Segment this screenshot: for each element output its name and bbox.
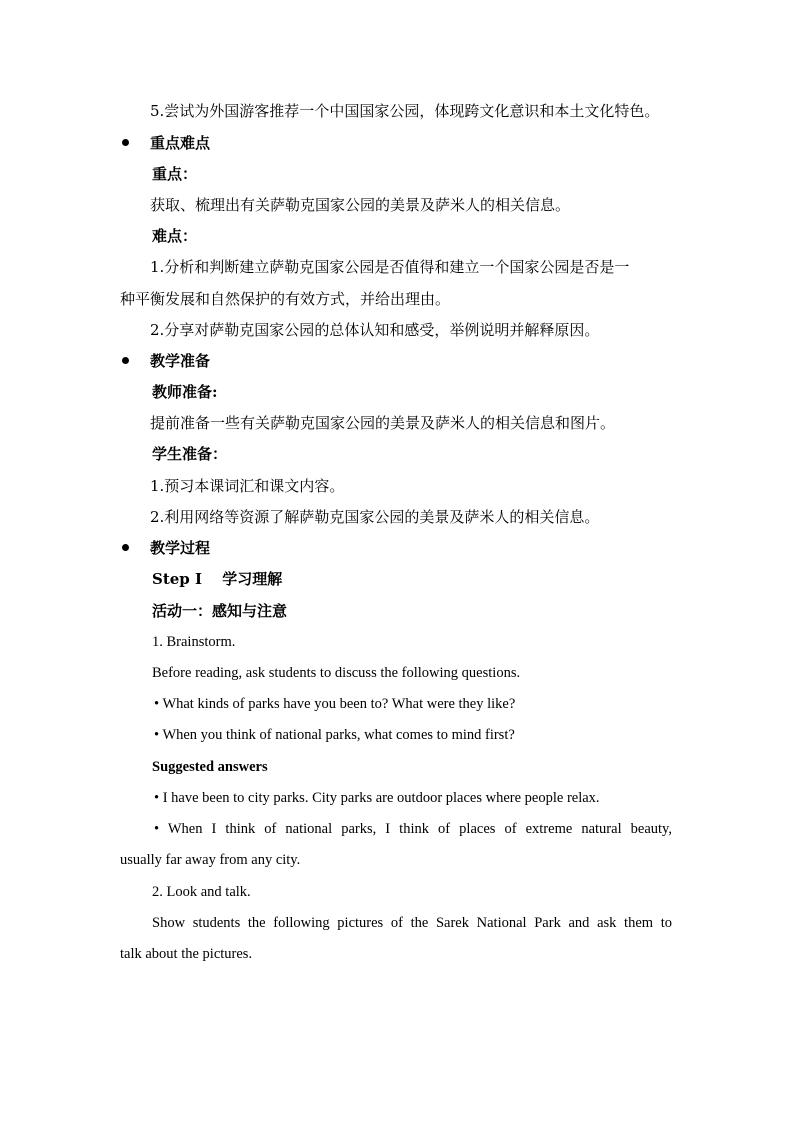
difficulty-label: 难点： <box>152 227 198 245</box>
teacher-prep-text: 提前准备一些有关萨勒克国家公园的美景及萨米人的相关信息和图片。 <box>150 414 616 432</box>
question-1: • What kinds of parks have you been to? What were they like? <box>154 696 516 712</box>
suggested-answers-label: Suggested answers <box>152 759 268 775</box>
bullet-icon <box>122 139 129 146</box>
section-heading-preparation: 教学准备 <box>150 352 211 370</box>
item-2-text-line2: talk about the pictures. <box>120 946 253 962</box>
focus-text: 获取、梳理出有关萨勒克国家公园的美景及萨米人的相关信息。 <box>150 196 571 214</box>
item-1-intro: Before reading, ask students to discuss the following questions. <box>152 665 521 681</box>
step-heading: Step Ⅰ 学习理解 <box>152 570 283 588</box>
item-2-title: 2. Look and talk. <box>152 884 251 900</box>
student-prep-item-2: 2.利用网络等资源了解萨勒克国家公园的美景及萨米人的相关信息。 <box>150 508 600 526</box>
bullet-icon <box>122 544 129 551</box>
answer-2-line2: usually far away from any city. <box>120 852 301 868</box>
item-2-text-line1: Show students the following pictures of the Sarek National Park and ask them to <box>152 915 672 931</box>
activity-heading: 活动一：感知与注意 <box>152 602 288 620</box>
student-prep-label: 学生准备： <box>152 445 228 463</box>
teacher-prep-label: 教师准备: <box>152 383 218 401</box>
section-heading-key-points: 重点难点 <box>150 134 211 152</box>
difficulty-item-1-line2: 种平衡发展和自然保护的有效方式，并给出理由。 <box>120 290 451 308</box>
focus-label: 重点： <box>152 165 198 183</box>
answer-2-line1: • When I think of national parks, I think of places of extreme natural beauty, <box>154 821 672 837</box>
difficulty-item-2: 2.分享对萨勒克国家公园的总体认知和感受，举例说明并解释原因。 <box>150 321 600 339</box>
objective-item-5: 5.尝试为外国游客推荐一个中国国家公园，体现跨文化意识和本土文化特色。 <box>150 102 660 120</box>
bullet-icon <box>122 357 129 364</box>
question-2: • When you think of national parks, what comes to mind first? <box>154 727 515 743</box>
difficulty-item-1-line1: 1.分析和判断建立萨勒克国家公园是否值得和建立一个国家公园是否是一 <box>150 258 630 276</box>
section-heading-process: 教学过程 <box>150 539 211 557</box>
student-prep-item-1: 1.预习本课词汇和课文内容。 <box>150 477 345 495</box>
item-1-title: 1. Brainstorm. <box>152 634 236 650</box>
answer-1: • I have been to city parks. City parks are outdoor places where people relax. <box>154 790 600 806</box>
